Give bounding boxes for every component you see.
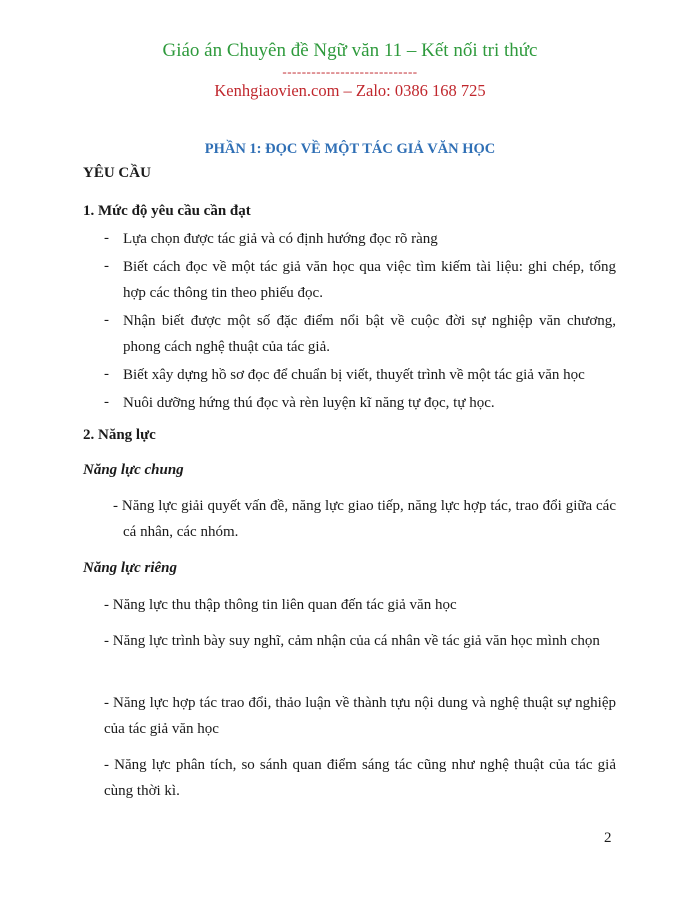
page-number: 2 xyxy=(604,830,612,846)
bullet-marker: - xyxy=(104,258,109,274)
list-item: - Năng lực hợp tác trao đổi, thảo luận về thành tựu nội dung và nghệ thuật sự nghiệp của tác giả văn học xyxy=(104,695,616,737)
part-title: PHẦN 1: ĐỌC VỀ MỘT TÁC GIẢ VĂN HỌC xyxy=(204,141,496,157)
list-item: - Năng lực trình bày suy nghĩ, cảm nhận của cá nhân về tác giả văn học mình chọn xyxy=(104,633,600,649)
list-item: Biết xây dựng hồ sơ đọc để chuẩn bị viết, thuyết trình về một tác giả văn học xyxy=(123,367,585,383)
bullet-marker: - xyxy=(104,394,109,410)
specific-competency-heading: Năng lực riêng xyxy=(83,560,177,576)
section1-heading: 1. Mức độ yêu cầu cần đạt xyxy=(83,203,251,219)
header-divider: ---------------------------- xyxy=(282,64,418,79)
header-title: Giáo án Chuyên đề Ngữ văn 11 – Kết nối tri thức xyxy=(162,40,538,61)
list-item: - Năng lực thu thập thông tin liên quan đến tác giả văn học xyxy=(104,597,457,613)
list-item: Lựa chọn được tác giả và có định hướng đọc rõ ràng xyxy=(123,231,438,247)
bullet-marker: - xyxy=(104,312,109,328)
list-item: Nhận biết được một số đặc điểm nổi bật về cuộc đời sự nghiệp văn chương, phong cách nghệ thuật của tác giả. xyxy=(123,313,616,355)
general-competency-text: - Năng lực giải quyết vấn đề, năng lực giao tiếp, năng lực hợp tác, trao đổi giữa các cá nhân, các nhóm. xyxy=(113,498,616,540)
list-item: - Năng lực phân tích, so sánh quan điểm sáng tác cũng như nghệ thuật của tác giả cùng thời kì. xyxy=(104,757,616,799)
section2-heading: 2. Năng lực xyxy=(83,427,156,443)
general-competency-heading: Năng lực chung xyxy=(83,462,184,478)
list-item: Biết cách đọc về một tác giả văn học qua việc tìm kiếm tài liệu: ghi chép, tổng hợp các thông tin theo phiếu đọc. xyxy=(123,259,616,301)
bullet-marker: - xyxy=(104,366,109,382)
list-item: Nuôi dưỡng hứng thú đọc và rèn luyện kĩ năng tự đọc, tự học. xyxy=(123,395,495,411)
header-subtitle: Kenhgiaovien.com – Zalo: 0386 168 725 xyxy=(214,81,486,100)
bullet-marker: - xyxy=(104,230,109,246)
requirements-heading: YÊU CẦU xyxy=(83,165,151,181)
